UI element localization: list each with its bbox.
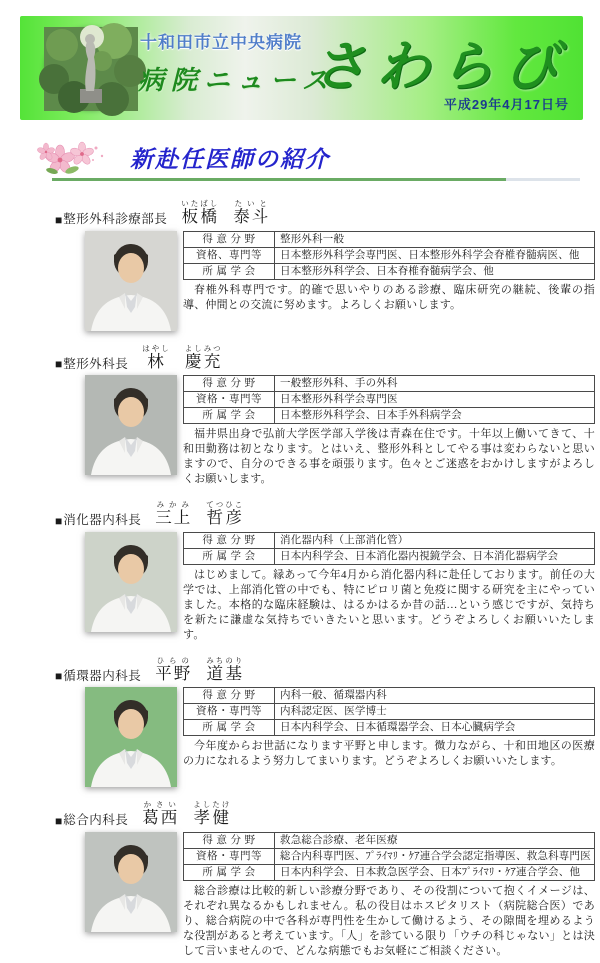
doctor-introduction: 福井県出身で弘前大学医学部入学後は青森在住です。十年以上働いてきて、十和田勤務は初となります。とはいえ、整形外科としてやる事は変わらないと思いますので、自分のできる事を頑張ります。色々とご迷惑をおかけしますがよろしくお願いします。 (183, 428, 595, 485)
doctor-body (55, 375, 595, 487)
doctor-last-name: 葛西かさい (142, 800, 180, 827)
statue-illustration (44, 27, 138, 111)
doctor-photo (85, 687, 177, 787)
portrait-silhouette (85, 687, 177, 787)
bullet-square-icon: ■ (55, 212, 63, 227)
table-row (184, 704, 595, 720)
newsletter-title: さわらび (312, 37, 568, 97)
table-row (184, 231, 595, 247)
doctor-details (183, 687, 595, 787)
doctor-heading (55, 791, 595, 827)
table-row-label: 資格・専門等 (184, 392, 275, 408)
doctor-heading (55, 190, 595, 226)
section-title: 新赴任医師の紹介 (130, 147, 330, 172)
doctor-role: 消化器内科長 (63, 513, 142, 527)
table-row-label: 所 属 学 会 (184, 548, 275, 564)
doctor-body (55, 832, 595, 959)
doctor-role: 整形外科診療部長 (63, 212, 168, 226)
doctor-role: 総合内科長 (63, 813, 129, 827)
doctor-introduction: はじめまして。縁あって今年4月から消化器内科に赴任しております。前任の大学では、上部消化管の中でも、特にピロリ菌と免疫に関する研究を主にやっていました。本格的な臨床経験は、はるかはるか昔の話…という感じですが、気持ちを新たに謙虚な気持ちでいきたいと思います。どうぞよろしくお願いいたします。 (183, 568, 595, 641)
section-header-row (38, 140, 583, 174)
doctors-list (55, 190, 595, 963)
doctor-info-table (183, 532, 595, 565)
table-row-value: 日本内科学会、日本救急医学会、日本ﾌﾟﾗｲﾏﾘ・ｹｱ連合学会、他 (275, 864, 595, 880)
doctor-first-name: 慶充よしみつ (184, 343, 223, 371)
table-row-label: 得 意 分 野 (184, 532, 275, 548)
doctor-heading (55, 335, 595, 371)
newsletter-label: 病院ニュース (138, 66, 335, 95)
doctor-role: 整形外科長 (63, 356, 129, 371)
table-row-label: 得 意 分 野 (184, 231, 275, 247)
table-row-value: 内科一般、循環器内科 (275, 688, 595, 704)
cherry-blossom-icon (38, 140, 122, 178)
table-row-label: 資格・専門等 (184, 704, 275, 720)
doctor-last-name: 三上みかみ (155, 500, 193, 527)
section-divider (52, 178, 580, 181)
hospital-name: 十和田市立中央病院 (140, 33, 302, 52)
portrait-silhouette (85, 231, 177, 331)
doctor-body (55, 231, 595, 331)
doctor-details (183, 532, 595, 643)
bullet-square-icon: ■ (55, 669, 63, 683)
table-row-label: 所 属 学 会 (184, 263, 275, 279)
table-row (184, 408, 595, 424)
table-row-label: 資格、専門等 (184, 247, 275, 263)
table-row (184, 532, 595, 548)
bullet-square-icon: ■ (55, 813, 63, 828)
table-row (184, 247, 595, 263)
table-row-label: 得 意 分 野 (184, 688, 275, 704)
statue-photo (44, 27, 138, 111)
table-row-value: 日本整形外科学会、日本脊椎脊髄病学会、他 (275, 263, 595, 279)
table-row-value: 内科認定医、医学博士 (275, 704, 595, 720)
doctor-details (183, 231, 595, 331)
table-row-label: 所 属 学 会 (184, 864, 275, 880)
doctor-first-name: 泰斗たいと (233, 199, 271, 226)
table-row (184, 263, 595, 279)
table-row (184, 832, 595, 848)
table-row-value: 日本整形外科学会専門医 (275, 392, 595, 408)
table-row-value: 総合内科専門医、ﾌﾟﾗｲﾏﾘ・ｹｱ連合学会認定指導医、救急科専門医 (275, 848, 595, 864)
doctor-info-table (183, 375, 595, 424)
doctor-photo (85, 532, 177, 632)
doctor-name (142, 344, 222, 371)
table-row-label: 得 意 分 野 (184, 376, 275, 392)
table-row-label: 所 属 学 会 (184, 408, 275, 424)
doctor-profile (55, 791, 595, 959)
table-row (184, 720, 595, 736)
doctor-profile (55, 335, 595, 488)
doctor-photo (85, 832, 177, 932)
bullet-square-icon: ■ (55, 357, 63, 371)
table-row-value: 一般整形外科、手の外科 (275, 376, 595, 392)
table-row (184, 848, 595, 864)
doctor-name (155, 656, 244, 683)
table-row-label: 所 属 学 会 (184, 720, 275, 736)
table-row (184, 688, 595, 704)
doctor-info-table (183, 832, 595, 881)
doctor-introduction: 今年度からお世話になります平野と申します。微力ながら、十和田地区の医療の力になれるよう努力してまいります。どうぞよろしくお願いいたします。 (183, 740, 595, 767)
section-header (38, 140, 583, 181)
doctor-first-name: 道基みちのり (206, 655, 245, 683)
doctor-body (55, 532, 595, 643)
table-row (184, 376, 595, 392)
portrait-silhouette (85, 375, 177, 475)
doctor-last-name: 板橋いたばし (181, 199, 220, 226)
portrait-silhouette (85, 532, 177, 632)
doctor-profile (55, 647, 595, 788)
table-row-label: 資格・専門等 (184, 848, 275, 864)
bullet-square-icon: ■ (55, 513, 63, 528)
doctor-role: 循環器内科長 (63, 668, 142, 683)
table-row-value: 日本整形外科学会専門医、日本整形外科学会脊椎脊髄病医、他 (275, 247, 595, 263)
doctor-photo (85, 231, 177, 331)
issue-date: 平成29年4月17日号 (443, 97, 569, 112)
doctor-name (142, 800, 231, 827)
doctor-name (181, 199, 270, 226)
doctor-introduction: 脊椎外科専門です。的確で思いやりのある診療、臨床研究の継続、後輩の指導、仲間との交流に努めます。よろしくお願いします。 (183, 283, 595, 311)
portrait-silhouette (85, 832, 177, 932)
doctor-first-name: 哲彦てつひこ (206, 500, 245, 527)
doctor-details (183, 832, 595, 959)
table-row-label: 得 意 分 野 (184, 832, 275, 848)
header-banner (20, 16, 583, 120)
doctor-first-name: 孝健よしたけ (193, 800, 232, 827)
table-row (184, 392, 595, 408)
doctor-info-table (183, 687, 595, 736)
doctor-heading (55, 647, 595, 683)
table-row-value: 消化器内科（上部消化管） (275, 532, 595, 548)
table-row (184, 548, 595, 564)
doctor-photo (85, 375, 177, 475)
doctor-last-name: 林はやし (142, 343, 171, 371)
table-row-value: 日本整形外科学会、日本手外科病学会 (275, 408, 595, 424)
doctor-info-table (183, 231, 595, 280)
doctor-profile (55, 190, 595, 331)
table-row-value: 日本内科学会、日本循環器学会、日本心臓病学会 (275, 720, 595, 736)
table-row-value: 整形外科一般 (275, 231, 595, 247)
doctor-name (155, 500, 244, 527)
doctor-introduction: 総合診療は比較的新しい診療分野であり、その役割について抱くイメージは、それぞれ異なるかもしれません。私の役目はホスピタリスト（病院総合医）であり、総合病院の中で各科が専門性を生かして働けるよう、その隙間を埋めるような役割があると考えています。「人」を診ている限り「ウチの科じゃない」とは決して言いませんので、どんな病態でもお気軽にご相談ください。 (183, 884, 595, 957)
table-row-value: 救急総合診療、老年医療 (275, 832, 595, 848)
doctor-heading (55, 491, 595, 527)
doctor-last-name: 平野ひらの (155, 655, 193, 683)
table-row (184, 864, 595, 880)
doctor-profile (55, 491, 595, 643)
doctor-details (183, 375, 595, 487)
doctor-body (55, 687, 595, 787)
table-row-value: 日本内科学会、日本消化器内視鏡学会、日本消化器病学会 (275, 548, 595, 564)
